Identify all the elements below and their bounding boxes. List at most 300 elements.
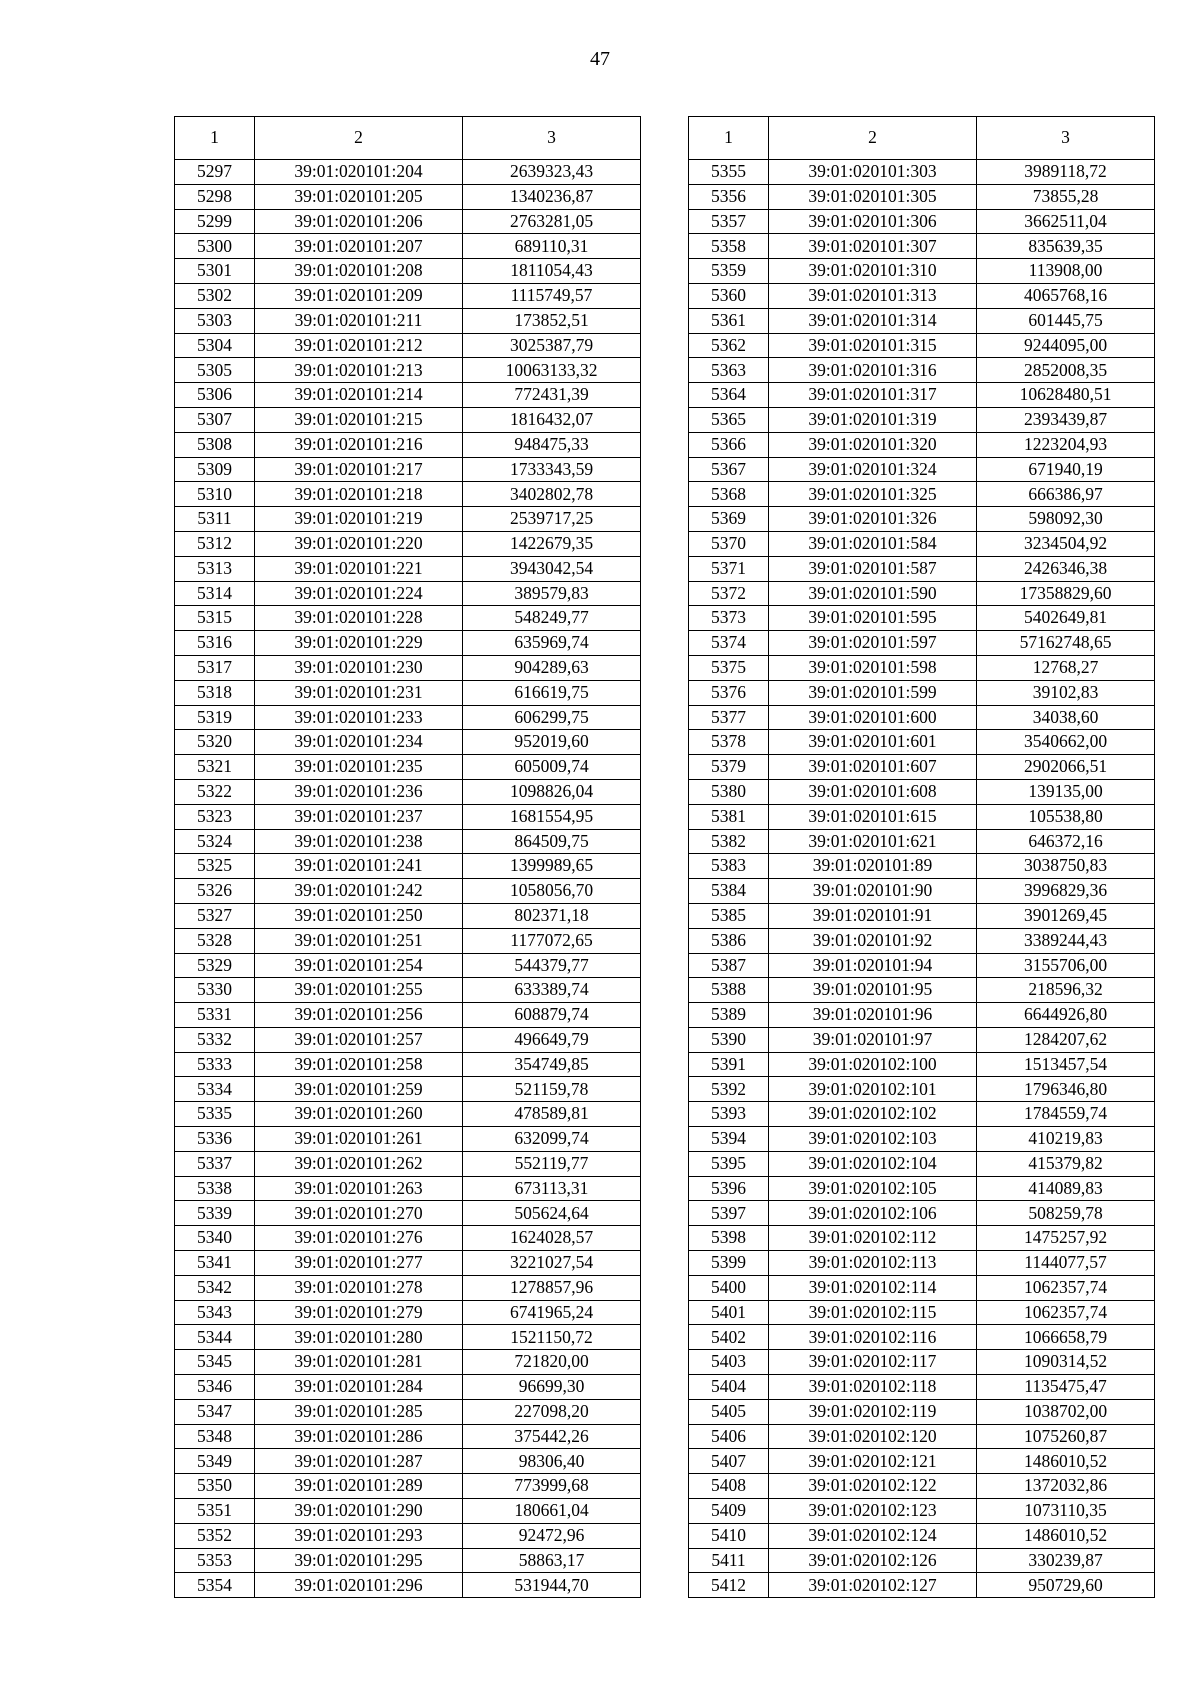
cadastral-number-cell: 39:01:020102:127 bbox=[769, 1573, 977, 1598]
cadastral-number-cell: 39:01:020101:607 bbox=[769, 755, 977, 780]
value-cell: 635969,74 bbox=[463, 631, 641, 656]
table-row bbox=[689, 358, 1155, 383]
table-row bbox=[175, 1003, 641, 1028]
cadastral-number-cell: 39:01:020101:233 bbox=[255, 705, 463, 730]
cadastral-number-cell: 39:01:020101:213 bbox=[255, 358, 463, 383]
value-cell: 3155706,00 bbox=[977, 953, 1155, 978]
cadastral-number-cell: 39:01:020102:102 bbox=[769, 1102, 977, 1127]
value-cell: 2539717,25 bbox=[463, 507, 641, 532]
cadastral-number-cell: 39:01:020101:260 bbox=[255, 1102, 463, 1127]
value-cell: 835639,35 bbox=[977, 234, 1155, 259]
value-cell: 1340236,87 bbox=[463, 184, 641, 209]
table-row bbox=[175, 928, 641, 953]
table-row bbox=[175, 308, 641, 333]
row-number-cell: 5358 bbox=[689, 234, 769, 259]
table-row bbox=[689, 1350, 1155, 1375]
value-cell: 544379,77 bbox=[463, 953, 641, 978]
cadastral-number-cell: 39:01:020101:276 bbox=[255, 1226, 463, 1251]
table-row bbox=[689, 1399, 1155, 1424]
value-cell: 548249,77 bbox=[463, 606, 641, 631]
cadastral-number-cell: 39:01:020102:106 bbox=[769, 1201, 977, 1226]
value-cell: 3234504,92 bbox=[977, 531, 1155, 556]
cadastral-number-cell: 39:01:020101:92 bbox=[769, 928, 977, 953]
value-cell: 3540662,00 bbox=[977, 730, 1155, 755]
cadastral-number-cell: 39:01:020101:95 bbox=[769, 978, 977, 1003]
value-cell: 1038702,00 bbox=[977, 1399, 1155, 1424]
header-row bbox=[689, 117, 1155, 160]
cadastral-number-cell: 39:01:020101:256 bbox=[255, 1003, 463, 1028]
value-cell: 10628480,51 bbox=[977, 383, 1155, 408]
row-number-cell: 5405 bbox=[689, 1399, 769, 1424]
cadastral-number-cell: 39:01:020101:289 bbox=[255, 1474, 463, 1499]
table-row bbox=[175, 1474, 641, 1499]
row-number-cell: 5300 bbox=[175, 234, 255, 259]
cadastral-number-cell: 39:01:020102:113 bbox=[769, 1251, 977, 1276]
row-number-cell: 5387 bbox=[689, 953, 769, 978]
table-row bbox=[689, 779, 1155, 804]
table-row bbox=[689, 1375, 1155, 1400]
cadastral-number-cell: 39:01:020101:94 bbox=[769, 953, 977, 978]
value-cell: 1521150,72 bbox=[463, 1325, 641, 1350]
table-row bbox=[175, 655, 641, 680]
cadastral-number-cell: 39:01:020101:216 bbox=[255, 432, 463, 457]
value-cell: 113908,00 bbox=[977, 259, 1155, 284]
row-number-cell: 5323 bbox=[175, 804, 255, 829]
cadastral-number-cell: 39:01:020101:317 bbox=[769, 383, 977, 408]
value-cell: 1144077,57 bbox=[977, 1251, 1155, 1276]
row-number-cell: 5338 bbox=[175, 1176, 255, 1201]
value-cell: 608879,74 bbox=[463, 1003, 641, 1028]
value-cell: 98306,40 bbox=[463, 1449, 641, 1474]
row-number-cell: 5364 bbox=[689, 383, 769, 408]
row-number-cell: 5367 bbox=[689, 457, 769, 482]
row-number-cell: 5351 bbox=[175, 1499, 255, 1524]
cadastral-number-cell: 39:01:020101:235 bbox=[255, 755, 463, 780]
table-row bbox=[175, 160, 641, 185]
row-number-cell: 5313 bbox=[175, 556, 255, 581]
table-row bbox=[175, 1027, 641, 1052]
value-cell: 73855,28 bbox=[977, 184, 1155, 209]
value-cell: 1177072,65 bbox=[463, 928, 641, 953]
row-number-cell: 5332 bbox=[175, 1027, 255, 1052]
cadastral-number-cell: 39:01:020101:326 bbox=[769, 507, 977, 532]
row-number-cell: 5372 bbox=[689, 581, 769, 606]
table-row bbox=[689, 655, 1155, 680]
row-number-cell: 5342 bbox=[175, 1275, 255, 1300]
cadastral-number-cell: 39:01:020101:320 bbox=[769, 432, 977, 457]
table-row bbox=[175, 457, 641, 482]
cadastral-number-cell: 39:01:020101:236 bbox=[255, 779, 463, 804]
value-cell: 180661,04 bbox=[463, 1499, 641, 1524]
row-number-cell: 5375 bbox=[689, 655, 769, 680]
row-number-cell: 5312 bbox=[175, 531, 255, 556]
value-cell: 92472,96 bbox=[463, 1523, 641, 1548]
value-cell: 9244095,00 bbox=[977, 333, 1155, 358]
value-cell: 3221027,54 bbox=[463, 1251, 641, 1276]
header-cell-2: 2 bbox=[769, 117, 977, 160]
row-number-cell: 5303 bbox=[175, 308, 255, 333]
table-row bbox=[689, 333, 1155, 358]
value-cell: 139135,00 bbox=[977, 779, 1155, 804]
row-number-cell: 5412 bbox=[689, 1573, 769, 1598]
row-number-cell: 5383 bbox=[689, 854, 769, 879]
table-row bbox=[175, 1573, 641, 1598]
table-row bbox=[689, 507, 1155, 532]
value-cell: 227098,20 bbox=[463, 1399, 641, 1424]
cadastral-number-cell: 39:01:020101:599 bbox=[769, 680, 977, 705]
value-cell: 616619,75 bbox=[463, 680, 641, 705]
value-cell: 1058056,70 bbox=[463, 879, 641, 904]
table-row bbox=[689, 209, 1155, 234]
cadastral-number-cell: 39:01:020102:116 bbox=[769, 1325, 977, 1350]
row-number-cell: 5354 bbox=[175, 1573, 255, 1598]
row-number-cell: 5304 bbox=[175, 333, 255, 358]
table-row bbox=[689, 457, 1155, 482]
cadastral-number-cell: 39:01:020102:120 bbox=[769, 1424, 977, 1449]
table-row bbox=[175, 953, 641, 978]
value-cell: 1816432,07 bbox=[463, 407, 641, 432]
table-row bbox=[175, 234, 641, 259]
value-cell: 1066658,79 bbox=[977, 1325, 1155, 1350]
value-cell: 2902066,51 bbox=[977, 755, 1155, 780]
cadastral-number-cell: 39:01:020101:238 bbox=[255, 829, 463, 854]
cadastral-number-cell: 39:01:020101:224 bbox=[255, 581, 463, 606]
row-number-cell: 5407 bbox=[689, 1449, 769, 1474]
cadastral-number-cell: 39:01:020101:307 bbox=[769, 234, 977, 259]
cadastral-number-cell: 39:01:020101:255 bbox=[255, 978, 463, 1003]
cadastral-number-cell: 39:01:020101:281 bbox=[255, 1350, 463, 1375]
row-number-cell: 5399 bbox=[689, 1251, 769, 1276]
table-row bbox=[689, 1251, 1155, 1276]
row-number-cell: 5411 bbox=[689, 1548, 769, 1573]
row-number-cell: 5369 bbox=[689, 507, 769, 532]
table-row bbox=[175, 283, 641, 308]
cadastral-number-cell: 39:01:020101:205 bbox=[255, 184, 463, 209]
row-number-cell: 5368 bbox=[689, 482, 769, 507]
value-cell: 1062357,74 bbox=[977, 1275, 1155, 1300]
cadastral-number-cell: 39:01:020101:215 bbox=[255, 407, 463, 432]
table-row bbox=[689, 1127, 1155, 1152]
value-cell: 1372032,86 bbox=[977, 1474, 1155, 1499]
table-row bbox=[175, 1102, 641, 1127]
cadastral-number-cell: 39:01:020101:598 bbox=[769, 655, 977, 680]
table-row bbox=[689, 482, 1155, 507]
row-number-cell: 5384 bbox=[689, 879, 769, 904]
cadastral-number-cell: 39:01:020101:97 bbox=[769, 1027, 977, 1052]
table-row bbox=[689, 606, 1155, 631]
row-number-cell: 5390 bbox=[689, 1027, 769, 1052]
cadastral-number-cell: 39:01:020101:270 bbox=[255, 1201, 463, 1226]
header-cell-2: 2 bbox=[255, 117, 463, 160]
table-row bbox=[175, 358, 641, 383]
row-number-cell: 5388 bbox=[689, 978, 769, 1003]
cadastral-number-cell: 39:01:020101:587 bbox=[769, 556, 977, 581]
table-row bbox=[689, 928, 1155, 953]
value-cell: 802371,18 bbox=[463, 903, 641, 928]
cadastral-number-cell: 39:01:020102:105 bbox=[769, 1176, 977, 1201]
cadastral-number-cell: 39:01:020102:124 bbox=[769, 1523, 977, 1548]
cadastral-number-cell: 39:01:020101:211 bbox=[255, 308, 463, 333]
table-row bbox=[689, 730, 1155, 755]
table-row bbox=[689, 160, 1155, 185]
table-row bbox=[689, 1424, 1155, 1449]
table-row bbox=[689, 680, 1155, 705]
value-cell: 505624,64 bbox=[463, 1201, 641, 1226]
value-cell: 1681554,95 bbox=[463, 804, 641, 829]
cadastral-number-cell: 39:01:020101:313 bbox=[769, 283, 977, 308]
table-row bbox=[175, 1548, 641, 1573]
table-row bbox=[689, 755, 1155, 780]
table-row bbox=[175, 1077, 641, 1102]
value-cell: 39102,83 bbox=[977, 680, 1155, 705]
cadastral-table-left bbox=[174, 116, 641, 1598]
cadastral-number-cell: 39:01:020102:101 bbox=[769, 1077, 977, 1102]
row-number-cell: 5378 bbox=[689, 730, 769, 755]
value-cell: 5402649,81 bbox=[977, 606, 1155, 631]
row-number-cell: 5379 bbox=[689, 755, 769, 780]
cadastral-number-cell: 39:01:020101:310 bbox=[769, 259, 977, 284]
value-cell: 646372,16 bbox=[977, 829, 1155, 854]
row-number-cell: 5395 bbox=[689, 1151, 769, 1176]
table-row bbox=[689, 1449, 1155, 1474]
table-row bbox=[175, 1052, 641, 1077]
table-row bbox=[689, 879, 1155, 904]
cadastral-number-cell: 39:01:020101:89 bbox=[769, 854, 977, 879]
value-cell: 2393439,87 bbox=[977, 407, 1155, 432]
value-cell: 948475,33 bbox=[463, 432, 641, 457]
cadastral-number-cell: 39:01:020101:296 bbox=[255, 1573, 463, 1598]
table-row bbox=[689, 631, 1155, 656]
table-row bbox=[175, 1499, 641, 1524]
row-number-cell: 5397 bbox=[689, 1201, 769, 1226]
value-cell: 1486010,52 bbox=[977, 1523, 1155, 1548]
table-row bbox=[175, 1300, 641, 1325]
row-number-cell: 5305 bbox=[175, 358, 255, 383]
value-cell: 1062357,74 bbox=[977, 1300, 1155, 1325]
table-row bbox=[689, 283, 1155, 308]
value-cell: 34038,60 bbox=[977, 705, 1155, 730]
row-number-cell: 5365 bbox=[689, 407, 769, 432]
cadastral-number-cell: 39:01:020101:208 bbox=[255, 259, 463, 284]
value-cell: 3989118,72 bbox=[977, 160, 1155, 185]
value-cell: 605009,74 bbox=[463, 755, 641, 780]
row-number-cell: 5381 bbox=[689, 804, 769, 829]
cadastral-number-cell: 39:01:020102:123 bbox=[769, 1499, 977, 1524]
cadastral-number-cell: 39:01:020101:206 bbox=[255, 209, 463, 234]
row-number-cell: 5297 bbox=[175, 160, 255, 185]
cadastral-table-right bbox=[688, 116, 1155, 1598]
cadastral-number-cell: 39:01:020101:295 bbox=[255, 1548, 463, 1573]
cadastral-number-cell: 39:01:020101:278 bbox=[255, 1275, 463, 1300]
value-cell: 1811054,43 bbox=[463, 259, 641, 284]
row-number-cell: 5398 bbox=[689, 1226, 769, 1251]
table-row bbox=[175, 432, 641, 457]
value-cell: 57162748,65 bbox=[977, 631, 1155, 656]
row-number-cell: 5347 bbox=[175, 1399, 255, 1424]
value-cell: 952019,60 bbox=[463, 730, 641, 755]
row-number-cell: 5326 bbox=[175, 879, 255, 904]
cadastral-number-cell: 39:01:020101:209 bbox=[255, 283, 463, 308]
row-number-cell: 5394 bbox=[689, 1127, 769, 1152]
row-number-cell: 5343 bbox=[175, 1300, 255, 1325]
cadastral-number-cell: 39:01:020101:319 bbox=[769, 407, 977, 432]
value-cell: 12768,27 bbox=[977, 655, 1155, 680]
row-number-cell: 5329 bbox=[175, 953, 255, 978]
table-row bbox=[175, 259, 641, 284]
value-cell: 389579,83 bbox=[463, 581, 641, 606]
cadastral-number-cell: 39:01:020101:315 bbox=[769, 333, 977, 358]
cadastral-number-cell: 39:01:020101:316 bbox=[769, 358, 977, 383]
cadastral-number-cell: 39:01:020102:121 bbox=[769, 1449, 977, 1474]
cadastral-number-cell: 39:01:020102:104 bbox=[769, 1151, 977, 1176]
value-cell: 1073110,35 bbox=[977, 1499, 1155, 1524]
cadastral-number-cell: 39:01:020101:241 bbox=[255, 854, 463, 879]
value-cell: 689110,31 bbox=[463, 234, 641, 259]
value-cell: 3901269,45 bbox=[977, 903, 1155, 928]
row-number-cell: 5380 bbox=[689, 779, 769, 804]
row-number-cell: 5348 bbox=[175, 1424, 255, 1449]
cadastral-number-cell: 39:01:020102:126 bbox=[769, 1548, 977, 1573]
row-number-cell: 5317 bbox=[175, 655, 255, 680]
header-cell-3: 3 bbox=[977, 117, 1155, 160]
value-cell: 3025387,79 bbox=[463, 333, 641, 358]
value-cell: 375442,26 bbox=[463, 1424, 641, 1449]
value-cell: 1075260,87 bbox=[977, 1424, 1155, 1449]
page-number: 47 bbox=[590, 48, 610, 70]
cadastral-number-cell: 39:01:020102:118 bbox=[769, 1375, 977, 1400]
header-cell-1: 1 bbox=[689, 117, 769, 160]
cadastral-number-cell: 39:01:020101:284 bbox=[255, 1375, 463, 1400]
value-cell: 606299,75 bbox=[463, 705, 641, 730]
table-row bbox=[175, 1424, 641, 1449]
row-number-cell: 5335 bbox=[175, 1102, 255, 1127]
row-number-cell: 5321 bbox=[175, 755, 255, 780]
value-cell: 3038750,83 bbox=[977, 854, 1155, 879]
table-row bbox=[175, 209, 641, 234]
cadastral-number-cell: 39:01:020101:290 bbox=[255, 1499, 463, 1524]
cadastral-number-cell: 39:01:020101:305 bbox=[769, 184, 977, 209]
table-row bbox=[175, 1201, 641, 1226]
value-cell: 773999,68 bbox=[463, 1474, 641, 1499]
row-number-cell: 5315 bbox=[175, 606, 255, 631]
table-row bbox=[689, 432, 1155, 457]
value-cell: 904289,63 bbox=[463, 655, 641, 680]
value-cell: 354749,85 bbox=[463, 1052, 641, 1077]
value-cell: 598092,30 bbox=[977, 507, 1155, 532]
table-row bbox=[175, 1399, 641, 1424]
cadastral-number-cell: 39:01:020101:287 bbox=[255, 1449, 463, 1474]
cadastral-number-cell: 39:01:020101:220 bbox=[255, 531, 463, 556]
table-row bbox=[175, 804, 641, 829]
cadastral-number-cell: 39:01:020102:117 bbox=[769, 1350, 977, 1375]
value-cell: 1733343,59 bbox=[463, 457, 641, 482]
table-row bbox=[175, 1226, 641, 1251]
row-number-cell: 5386 bbox=[689, 928, 769, 953]
value-cell: 508259,78 bbox=[977, 1201, 1155, 1226]
table-row bbox=[689, 1499, 1155, 1524]
value-cell: 864509,75 bbox=[463, 829, 641, 854]
value-cell: 1399989,65 bbox=[463, 854, 641, 879]
cadastral-number-cell: 39:01:020101:254 bbox=[255, 953, 463, 978]
value-cell: 2639323,43 bbox=[463, 160, 641, 185]
row-number-cell: 5409 bbox=[689, 1499, 769, 1524]
value-cell: 1135475,47 bbox=[977, 1375, 1155, 1400]
row-number-cell: 5366 bbox=[689, 432, 769, 457]
table-row bbox=[689, 1201, 1155, 1226]
cadastral-number-cell: 39:01:020101:279 bbox=[255, 1300, 463, 1325]
cadastral-number-cell: 39:01:020101:228 bbox=[255, 606, 463, 631]
value-cell: 721820,00 bbox=[463, 1350, 641, 1375]
row-number-cell: 5349 bbox=[175, 1449, 255, 1474]
cadastral-number-cell: 39:01:020101:242 bbox=[255, 879, 463, 904]
row-number-cell: 5318 bbox=[175, 680, 255, 705]
table-row bbox=[175, 1151, 641, 1176]
cadastral-number-cell: 39:01:020102:119 bbox=[769, 1399, 977, 1424]
cadastral-number-cell: 39:01:020101:250 bbox=[255, 903, 463, 928]
cadastral-number-cell: 39:01:020102:122 bbox=[769, 1474, 977, 1499]
value-cell: 17358829,60 bbox=[977, 581, 1155, 606]
table-row bbox=[175, 333, 641, 358]
table-row bbox=[175, 1325, 641, 1350]
cadastral-number-cell: 39:01:020101:229 bbox=[255, 631, 463, 656]
cadastral-number-cell: 39:01:020101:280 bbox=[255, 1325, 463, 1350]
row-number-cell: 5327 bbox=[175, 903, 255, 928]
cadastral-number-cell: 39:01:020102:114 bbox=[769, 1275, 977, 1300]
cadastral-number-cell: 39:01:020101:325 bbox=[769, 482, 977, 507]
row-number-cell: 5408 bbox=[689, 1474, 769, 1499]
cadastral-number-cell: 39:01:020101:207 bbox=[255, 234, 463, 259]
value-cell: 3943042,54 bbox=[463, 556, 641, 581]
table-row bbox=[175, 1523, 641, 1548]
table-row bbox=[175, 1350, 641, 1375]
table-row bbox=[689, 1151, 1155, 1176]
value-cell: 2763281,05 bbox=[463, 209, 641, 234]
value-cell: 1422679,35 bbox=[463, 531, 641, 556]
value-cell: 666386,97 bbox=[977, 482, 1155, 507]
row-number-cell: 5299 bbox=[175, 209, 255, 234]
row-number-cell: 5396 bbox=[689, 1176, 769, 1201]
table-row bbox=[175, 556, 641, 581]
row-number-cell: 5314 bbox=[175, 581, 255, 606]
value-cell: 2426346,38 bbox=[977, 556, 1155, 581]
cadastral-number-cell: 39:01:020101:600 bbox=[769, 705, 977, 730]
table-row bbox=[689, 1176, 1155, 1201]
cadastral-number-cell: 39:01:020102:112 bbox=[769, 1226, 977, 1251]
row-number-cell: 5402 bbox=[689, 1325, 769, 1350]
value-cell: 96699,30 bbox=[463, 1375, 641, 1400]
value-cell: 415379,82 bbox=[977, 1151, 1155, 1176]
table-row bbox=[175, 755, 641, 780]
cadastral-number-cell: 39:01:020101:214 bbox=[255, 383, 463, 408]
cadastral-number-cell: 39:01:020101:96 bbox=[769, 1003, 977, 1028]
table-row bbox=[689, 1226, 1155, 1251]
value-cell: 601445,75 bbox=[977, 308, 1155, 333]
table-row bbox=[689, 1300, 1155, 1325]
cadastral-number-cell: 39:01:020101:608 bbox=[769, 779, 977, 804]
row-number-cell: 5360 bbox=[689, 283, 769, 308]
table-row bbox=[689, 556, 1155, 581]
table-row bbox=[689, 1052, 1155, 1077]
row-number-cell: 5316 bbox=[175, 631, 255, 656]
cadastral-number-cell: 39:01:020101:230 bbox=[255, 655, 463, 680]
cadastral-number-cell: 39:01:020101:212 bbox=[255, 333, 463, 358]
row-number-cell: 5307 bbox=[175, 407, 255, 432]
row-number-cell: 5353 bbox=[175, 1548, 255, 1573]
cadastral-number-cell: 39:01:020101:219 bbox=[255, 507, 463, 532]
cadastral-number-cell: 39:01:020102:100 bbox=[769, 1052, 977, 1077]
table-row bbox=[175, 606, 641, 631]
row-number-cell: 5352 bbox=[175, 1523, 255, 1548]
